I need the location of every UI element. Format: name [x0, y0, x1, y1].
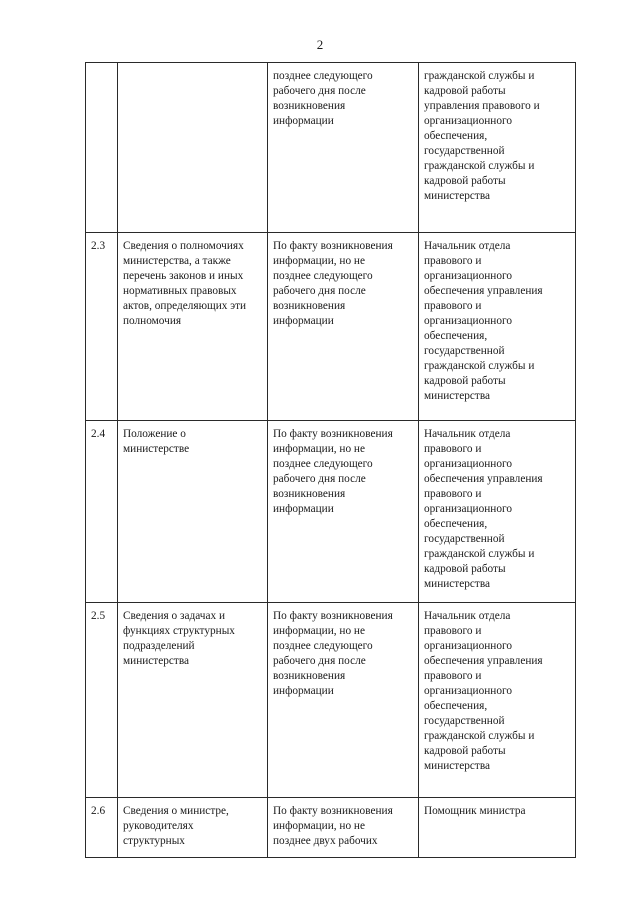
information-table — [85, 62, 576, 858]
table-row — [86, 63, 576, 233]
item-deadline: позднее следующего рабочего дня после возникновения информации — [268, 63, 419, 233]
item-responsible: Начальник отдела правового и организационного обеспечения управления правового и организационного обеспечения, государственной гражданской службы и кадровой работы министерства — [419, 603, 576, 798]
item-deadline: По факту возникновения информации, но не позднее следующего рабочего дня после возникновения информации — [268, 603, 419, 798]
item-responsible: гражданской службы и кадровой работы управления правового и организационного обеспечения, государственной гражданской службы и кадровой работы министерства — [419, 63, 576, 233]
item-number: 2.3 — [86, 233, 118, 421]
table-row — [86, 603, 576, 798]
item-description: Положение о министерстве — [118, 421, 268, 603]
item-responsible: Начальник отдела правового и организационного обеспечения управления правового и организационного обеспечения, государственной гражданской службы и кадровой работы министерства — [419, 421, 576, 603]
item-responsible: Начальник отдела правового и организационного обеспечения управления правового и организационного обеспечения, государственной гражданской службы и кадровой работы министерства — [419, 233, 576, 421]
item-number: 2.6 — [86, 798, 118, 858]
item-description: Сведения о задачах и функциях структурных подразделений министерства — [118, 603, 268, 798]
table-row — [86, 421, 576, 603]
item-deadline: По факту возникновения информации, но не позднее двух рабочих — [268, 798, 419, 858]
item-description — [118, 63, 268, 233]
item-description: Сведения о министре, руководителях структурных — [118, 798, 268, 858]
item-number: 2.4 — [86, 421, 118, 603]
item-number: 2.5 — [86, 603, 118, 798]
item-deadline: По факту возникновения информации, но не позднее следующего рабочего дня после возникновения информации — [268, 233, 419, 421]
table-row — [86, 233, 576, 421]
table-body — [86, 63, 576, 858]
item-deadline: По факту возникновения информации, но не позднее следующего рабочего дня после возникновения информации — [268, 421, 419, 603]
item-responsible: Помощник министра — [419, 798, 576, 858]
item-number — [86, 63, 118, 233]
page-number: 2 — [316, 37, 324, 52]
table-row — [86, 798, 576, 858]
item-description: Сведения о полномочиях министерства, а также перечень законов и иных нормативных правовых актов, определяющих эти полномочия — [118, 233, 268, 421]
